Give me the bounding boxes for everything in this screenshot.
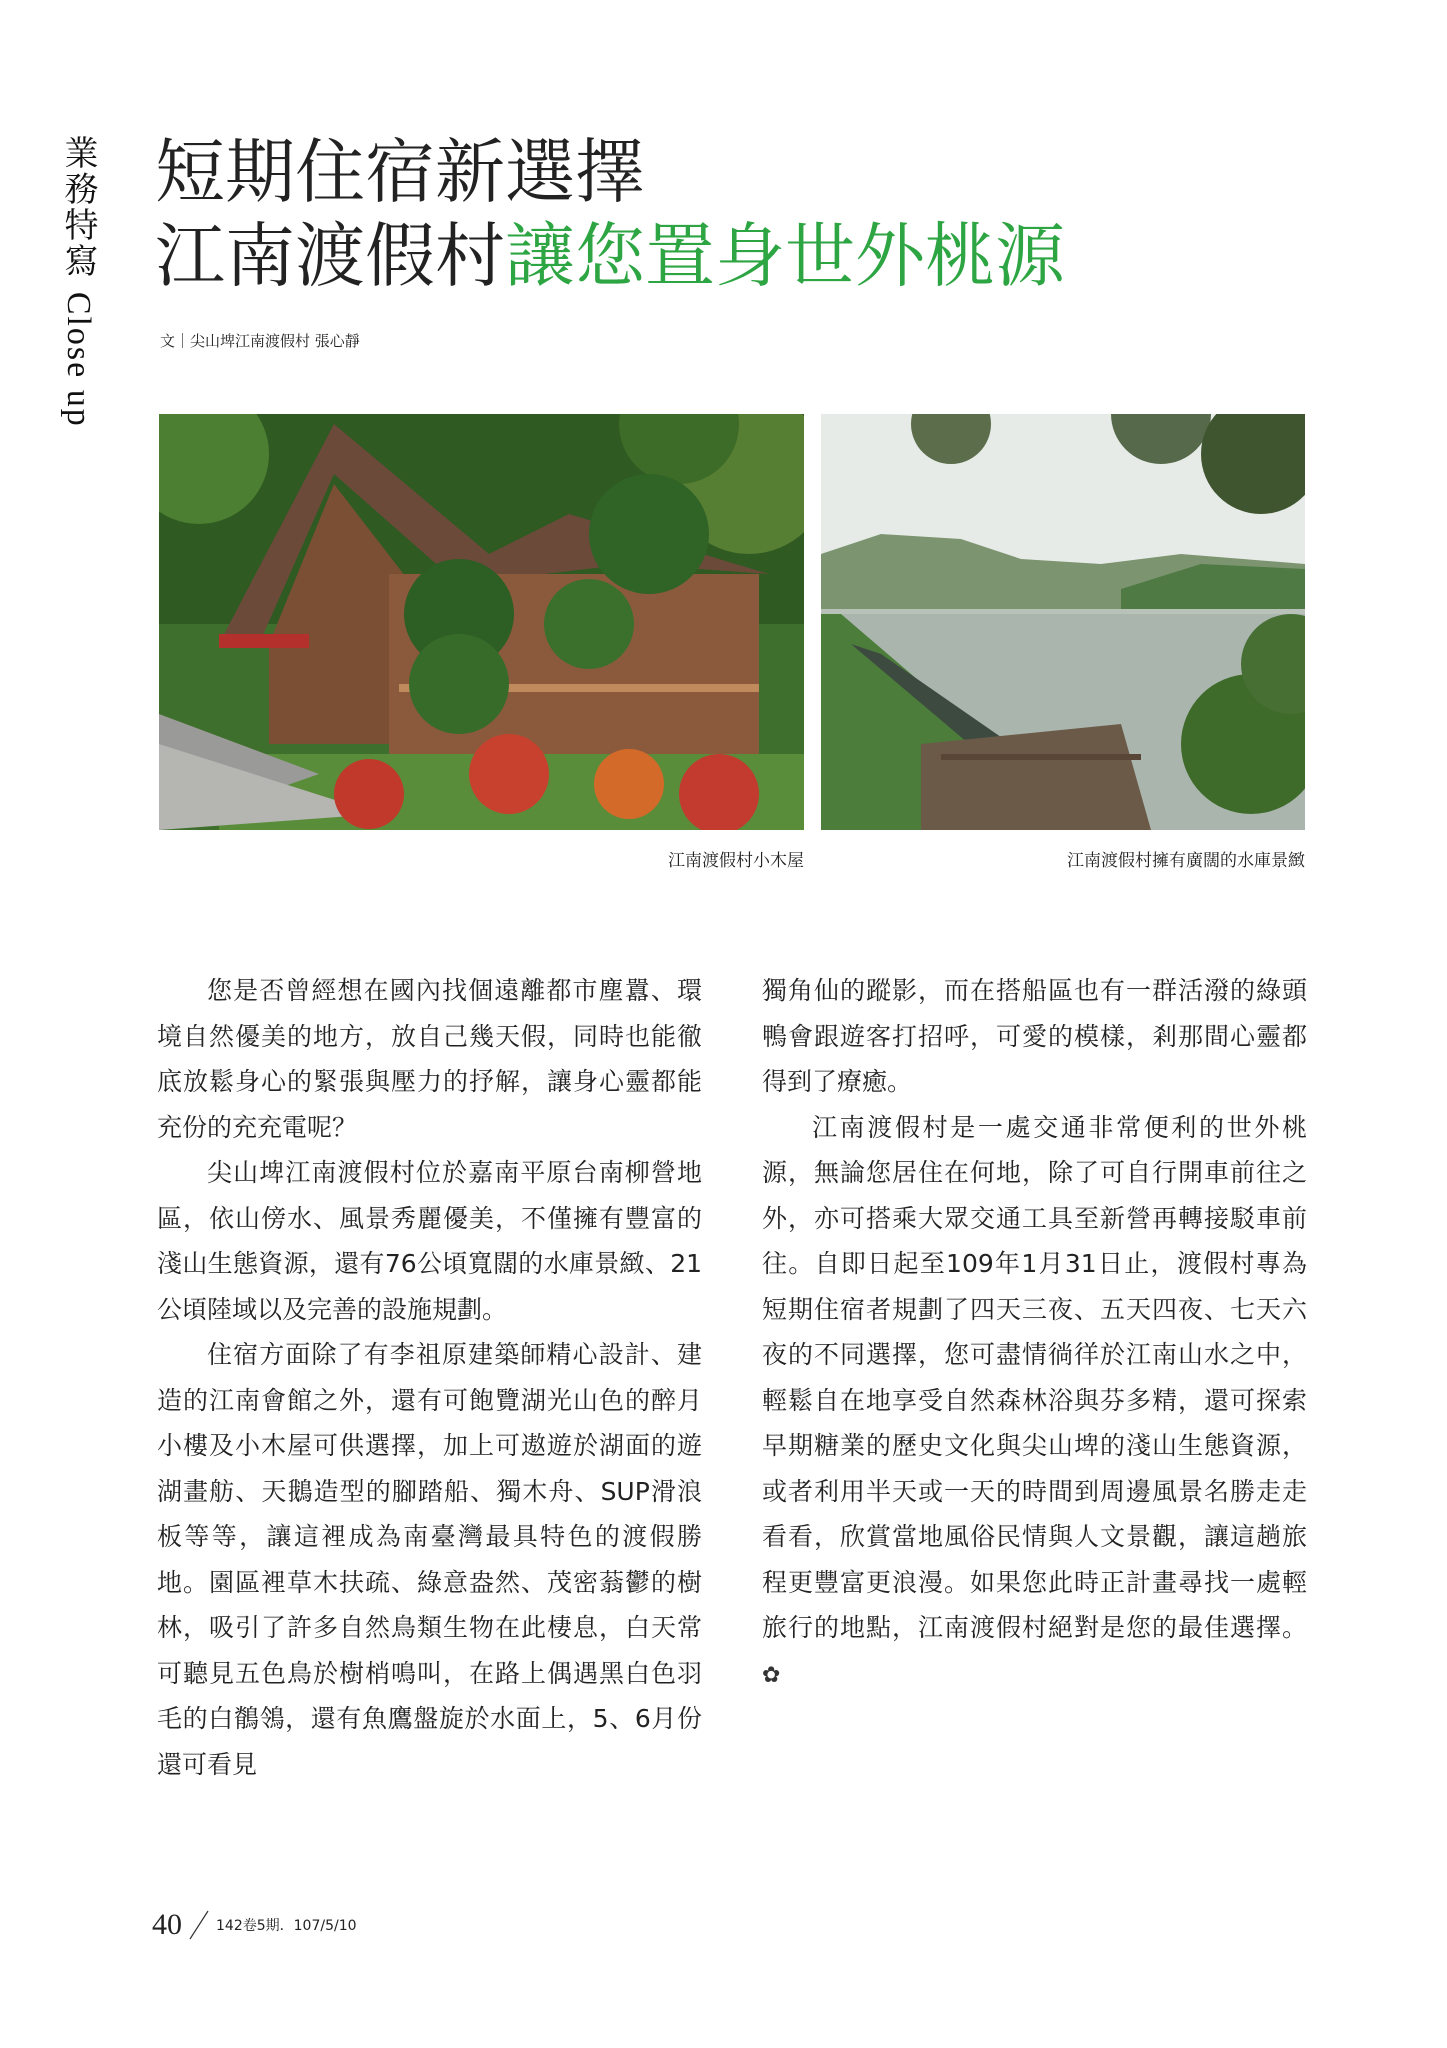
footer-slash-icon (188, 1910, 210, 1940)
article-column-left (157, 968, 702, 1787)
title-line-1: 短期住宿新選擇 (155, 131, 645, 213)
section-tag (58, 135, 98, 428)
section-tag-zh: 業務特寫 (58, 135, 98, 279)
article-paragraph-4-text: 江南渡假村是一處交通非常便利的世外桃源，無論您居住在何地，除了可自行開車前往之外，亦可搭乘大眾交通工具至新營再轉接駁車前往。自即日起至109年1月31日止，渡假村專為短期住宿者規劃了四天三夜、五天四夜、七天六夜的不同選擇，您可盡情徜徉於江南山水之中，輕鬆自在地享受自然森林浴與芬多精，還可探索早期糖業的歷史文化與尖山埤的淺山生態資源，或者利用半天或一天的時間到周邊風景名勝走走看看，欣賞當地風俗民情與人文景觀，讓這趟旅程更豐富更浪漫。如果您此時正計畫尋找一處輕旅行的地點，江南渡假村絕對是您的最佳選擇。 (762, 1112, 1307, 1642)
page-footer (152, 1908, 357, 1942)
reservoir-photo-caption: 江南渡假村擁有廣闊的水庫景緻 (1067, 851, 1305, 871)
article-paragraph-3-continued: 獨角仙的蹤影，而在搭船區也有一群活潑的綠頭鴨會跟遊客打招呼，可愛的模樣，剎那間心靈都得到了療癒。 (762, 976, 1307, 1096)
title-line-2-black: 江南渡假村 (155, 215, 505, 297)
article-column-right (762, 968, 1307, 1698)
article-paragraph-1: 您是否曾經想在國內找個遠離都市塵囂、環境自然優美的地方，放自己幾天假，同時也能徹底放鬆身心的緊張與壓力的抒解，讓身心靈都能充份的充充電呢？ (157, 976, 702, 1142)
article-title (155, 130, 1065, 298)
leaf-end-mark-icon: ✿ (762, 1662, 781, 1688)
section-tag-en: Close up (60, 291, 97, 428)
cabin-photo (159, 414, 804, 830)
reservoir-photo (821, 414, 1305, 830)
title-line-2-green: 讓您置身世外桃源 (505, 215, 1065, 297)
cabin-photo-image (159, 414, 804, 830)
article-paragraph-4 (762, 1105, 1307, 1699)
page-number: 40 (152, 1908, 182, 1941)
cabin-photo-caption: 江南渡假村小木屋 (668, 851, 804, 871)
reservoir-photo-image (821, 414, 1305, 830)
issue-info: 142卷5期．107/5/10 (216, 1918, 357, 1934)
byline: 文｜尖山埤江南渡假村 張心靜 (160, 332, 360, 350)
article-paragraph-2: 尖山埤江南渡假村位於嘉南平原台南柳營地區，依山傍水、風景秀麗優美，不僅擁有豐富的淺山生態資源，還有76公頃寬闊的水庫景緻、21公頃陸域以及完善的設施規劃。 (157, 1158, 702, 1324)
article-paragraph-3: 住宿方面除了有李祖原建築師精心設計、建造的江南會館之外，還有可飽覽湖光山色的醉月小樓及小木屋可供選擇，加上可遨遊於湖面的遊湖畫舫、天鵝造型的腳踏船、獨木舟、SUP滑浪板等等，讓這裡成為南臺灣最具特色的渡假勝地。園區裡草木扶疏、綠意盎然、茂密蓊鬱的樹林，吸引了許多自然鳥類生物在此棲息，白天常可聽見五色鳥於樹梢鳴叫，在路上偶遇黑白色羽毛的白鶺鴒，還有魚鷹盤旋於水面上，5、6月份還可看見 (157, 1340, 702, 1779)
